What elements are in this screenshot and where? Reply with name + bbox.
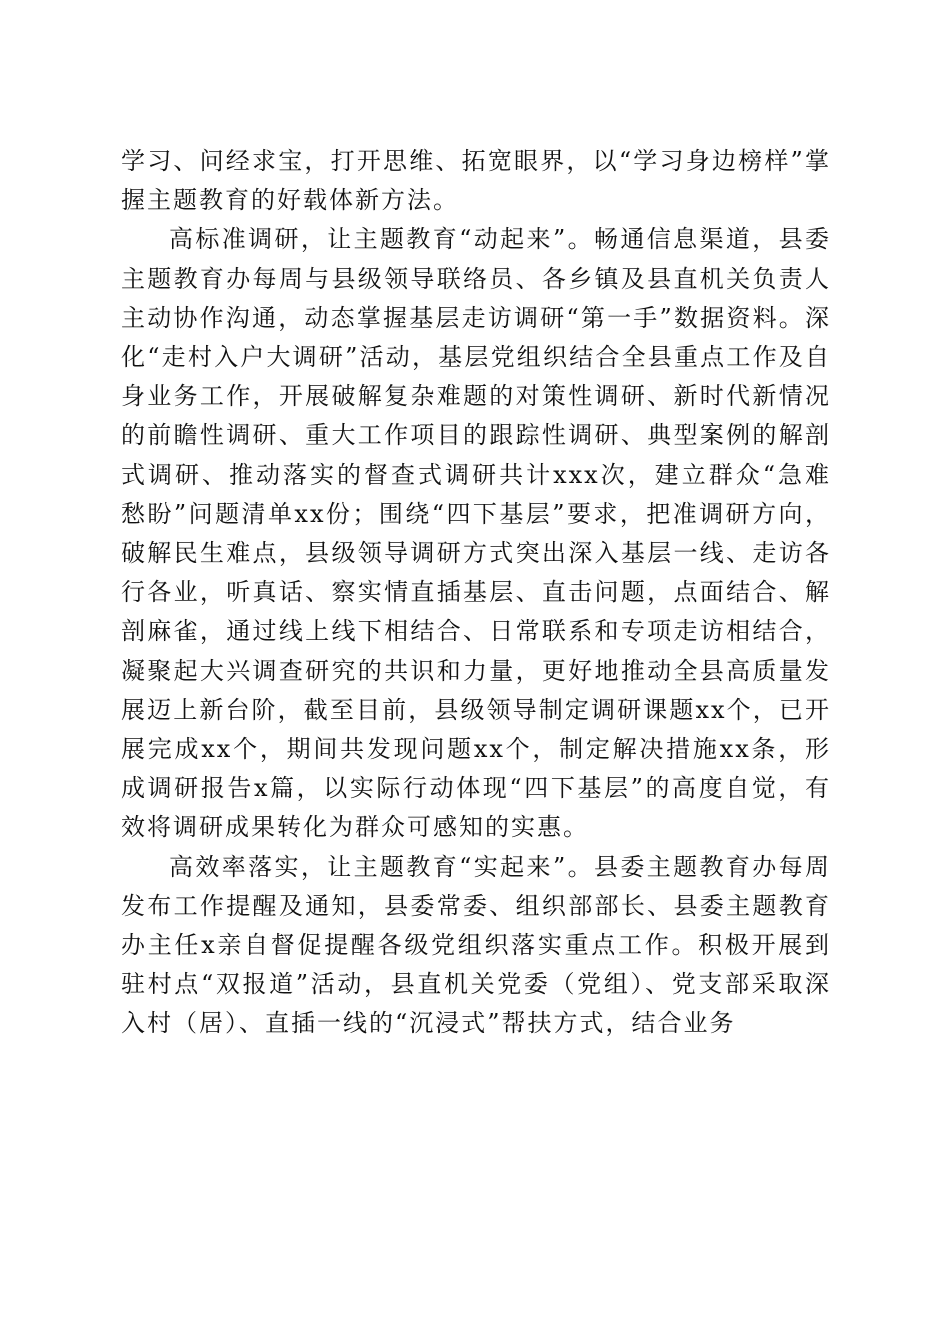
paragraph-research: 高标准调研，让主题教育“动起来”。畅通信息渠道，县委主题教育办每周与县级领导联络员、各乡镇及县直机关负责人主动协作沟通，动态掌握基层走访调研“第一手”数据资料。深化“走村入户大调研”活动，基层党组织结合全县重点工作及自身业务工作，开展破解复杂难题的对策性调研、新时代新情况的前瞻性调研、重大工作项目的跟踪性调研、典型案例的解剖式调研、推动落实的督查式调研共计xxx次，建立群众“急难愁盼”问题清单xx份；围绕“四下基层”要求，把准调研方向，破解民生难点，县级领导调研方式突出深入基层一线、走访各行各业，听真话、察实情直插基层、直击问题，点面结合、解剖麻雀，通过线上线下相结合、日常联系和专项走访相结合，凝聚起大兴调查研究的共识和力量，更好地推动全县高质量发展迈上新台阶，截至目前，县级领导制定调研课题xx个，已开展完成xx个，期间共发现问题xx个，制定解决措施xx条，形成调研报告x篇，以实际行动体现“四下基层”的高度自觉，有效将调研成果转化为群众可感知的实惠。	[121, 225, 831, 842]
paragraph-implementation: 高效率落实，让主题教育“实起来”。县委主题教育办每周发布工作提醒及通知，县委常委、组织部部长、县委主题教育办主任x亲自督促提醒各级党组织落实重点工作。积极开展到驻村点“双报道”活动，县直机关党委（党组）、党支部采取深入村（居）、直插一线的“沉浸式”帮扶方式，结合业务	[121, 852, 831, 1038]
paragraph-continuation: 学习、问经求宝，打开思维、拓宽眼界，以“学习身边榜样”掌握主题教育的好载体新方法。	[121, 147, 831, 215]
document-body	[121, 142, 831, 1044]
